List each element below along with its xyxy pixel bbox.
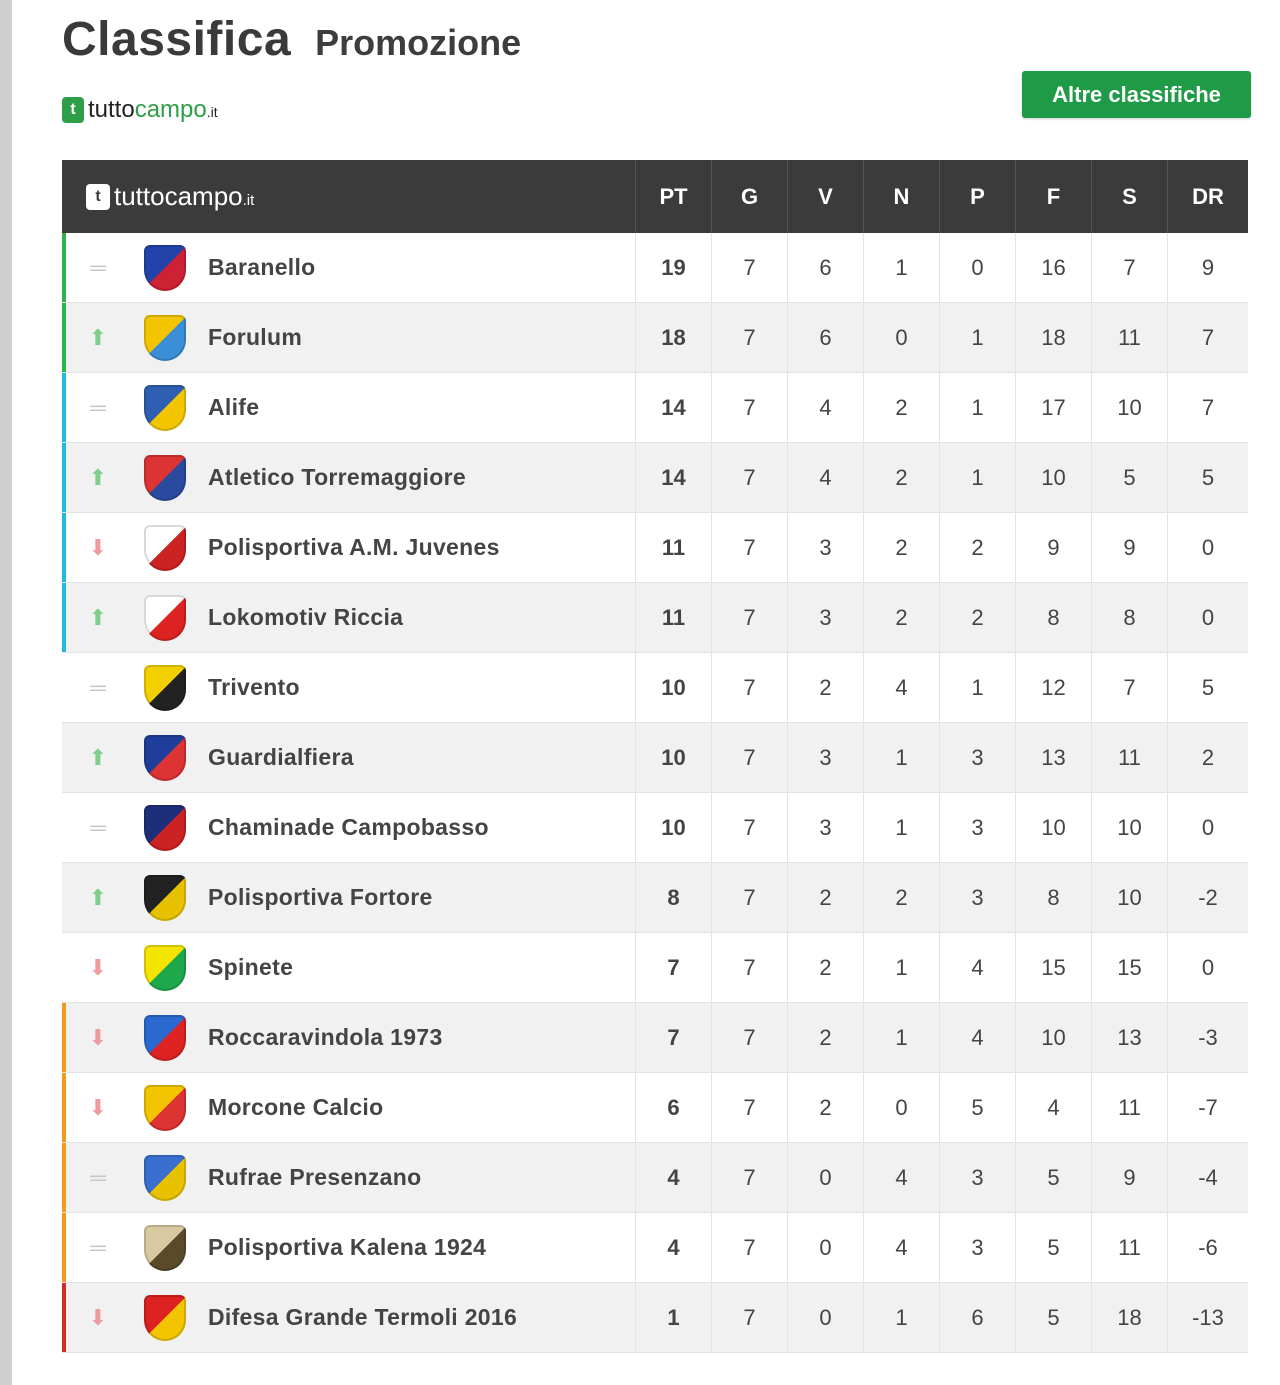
stat-f: 10 [1016,793,1092,862]
stat-s: 8 [1092,583,1168,652]
stat-v: 4 [788,443,864,512]
stat-g: 7 [712,1073,788,1142]
stat-dr: -13 [1192,1304,1224,1330]
stat-n: 2 [864,443,940,512]
stat-f: 15 [1016,933,1092,1002]
team-cell [62,793,636,862]
team-name[interactable]: Rufrae Presenzano [208,1164,422,1190]
stat-n: 0 [864,1073,940,1142]
stat-f: 8 [1016,863,1092,932]
stat-s: 11 [1092,1073,1168,1142]
stat-n: 2 [864,583,940,652]
team-name[interactable]: Forulum [208,324,303,350]
stat-p: 1 [940,443,1016,512]
brand-icon: t [86,184,110,210]
zone-indicator [62,1283,66,1352]
stat-dr: -6 [1198,1234,1218,1260]
arrow-up-icon: ⬆ [88,464,108,490]
stat-p: 0 [940,233,1016,302]
arrow-down-icon: ⬇ [88,954,108,980]
stat-p: 1 [940,653,1016,722]
stat-dr: 7 [1201,324,1215,350]
stat-p: 1 [940,373,1016,442]
stat-s: 13 [1092,1003,1168,1072]
table-row[interactable] [62,653,1248,723]
stat-g: 7 [712,723,788,792]
stat-dr: -2 [1198,884,1218,910]
team-crest-icon [144,735,186,781]
stat-v: 2 [788,933,864,1002]
col-header[interactable]: P [940,160,1016,233]
col-header[interactable]: N [864,160,940,233]
stat-pt: 14 [636,373,712,442]
table-row[interactable] [62,723,1248,793]
stat-dr: -4 [1198,1164,1218,1190]
team-name[interactable]: Difesa Grande Termoli 2016 [208,1304,518,1330]
stat-p: 3 [940,863,1016,932]
table-row[interactable] [62,443,1248,513]
stat-f: 13 [1016,723,1092,792]
table-header [62,160,1248,233]
stat-g: 7 [712,303,788,372]
zone-indicator [62,1213,66,1282]
stat-s: 11 [1092,723,1168,792]
team-cell [62,1213,636,1282]
stat-p: 3 [940,1143,1016,1212]
stat-f: 5 [1016,1213,1092,1282]
team-crest-icon [144,455,186,501]
team-name[interactable]: Spinete [208,954,294,980]
equals-icon: ═ [90,674,106,700]
stat-f: 16 [1016,233,1092,302]
stat-n: 4 [864,653,940,722]
team-cell [62,863,636,932]
team-cell [62,1003,636,1072]
stat-n: 1 [864,1003,940,1072]
altre-classifiche-button[interactable]: Altre classifiche [1022,71,1251,118]
team-crest-icon [144,945,186,991]
stat-p: 2 [940,583,1016,652]
stat-f: 4 [1016,1073,1092,1142]
stat-dr: -7 [1198,1094,1218,1120]
stat-p: 4 [940,933,1016,1002]
stat-g: 7 [712,583,788,652]
arrow-up-icon: ⬆ [88,744,108,770]
arrow-down-icon: ⬇ [88,1304,108,1330]
zone-indicator [62,723,66,792]
col-header[interactable]: V [788,160,864,233]
stat-f: 18 [1016,303,1092,372]
stat-g: 7 [712,373,788,442]
standings-table [62,160,1248,1353]
stat-v: 3 [788,513,864,582]
team-cell [62,933,636,1002]
table-row[interactable] [62,1283,1248,1353]
stat-pt: 14 [636,443,712,512]
team-name[interactable]: Polisportiva A.M. Juvenes [208,534,500,560]
stat-g: 7 [712,1003,788,1072]
left-rail [0,0,12,1385]
stat-pt: 8 [636,863,712,932]
stat-f: 17 [1016,373,1092,442]
stat-n: 4 [864,1213,940,1282]
stat-dr: 7 [1201,394,1215,420]
stat-pt: 19 [636,233,712,302]
stat-f: 5 [1016,1283,1092,1352]
brand-logo[interactable] [62,96,218,124]
team-crest-icon [144,315,186,361]
stat-pt: 7 [636,1003,712,1072]
stat-s: 10 [1092,373,1168,442]
stat-g: 7 [712,443,788,512]
stat-pt: 1 [636,1283,712,1352]
team-cell [62,653,636,722]
stat-s: 11 [1092,303,1168,372]
stat-f: 10 [1016,1003,1092,1072]
stat-s: 9 [1092,513,1168,582]
table-row[interactable] [62,1213,1248,1283]
stat-pt: 10 [636,793,712,862]
stat-dr: 0 [1201,814,1215,840]
team-cell [62,1073,636,1142]
equals-icon: ═ [90,1164,106,1190]
stat-s: 9 [1092,1143,1168,1212]
page-subtitle: Promozione [315,22,522,63]
team-cell [62,233,636,302]
stat-pt: 18 [636,303,712,372]
page-title: Classifica [62,13,292,66]
arrow-up-icon: ⬆ [88,884,108,910]
stat-v: 3 [788,583,864,652]
equals-icon: ═ [90,814,106,840]
team-crest-icon [144,245,186,291]
zone-indicator [62,653,66,722]
team-name[interactable]: Polisportiva Fortore [208,884,433,910]
team-cell [62,303,636,372]
team-crest-icon [144,805,186,851]
team-crest-icon [144,1015,186,1061]
stat-g: 7 [712,1283,788,1352]
stat-p: 2 [940,513,1016,582]
stat-n: 1 [864,793,940,862]
stat-pt: 11 [636,513,712,582]
team-name[interactable]: Lokomotiv Riccia [208,604,404,630]
arrow-up-icon: ⬆ [88,604,108,630]
stat-s: 15 [1092,933,1168,1002]
team-name[interactable]: Baranello [208,254,316,280]
table-row[interactable] [62,303,1248,373]
stat-pt: 6 [636,1073,712,1142]
stat-g: 7 [712,863,788,932]
stat-dr: 0 [1201,534,1215,560]
stat-p: 1 [940,303,1016,372]
team-name[interactable]: Guardialfiera [208,744,354,770]
stat-n: 2 [864,863,940,932]
stat-g: 7 [712,933,788,1002]
stat-p: 5 [940,1073,1016,1142]
table-row[interactable] [62,793,1248,863]
team-name[interactable]: Polisportiva Kalena 1924 [208,1234,487,1260]
stat-g: 7 [712,1213,788,1282]
stat-dr: 5 [1201,464,1215,490]
stat-s: 11 [1092,1213,1168,1282]
arrow-down-icon: ⬇ [88,1024,108,1050]
stat-pt: 4 [636,1143,712,1212]
team-name[interactable]: Alife [208,394,260,420]
zone-indicator [62,1143,66,1212]
table-row[interactable] [62,513,1248,583]
zone-indicator [62,1073,66,1142]
stat-v: 0 [788,1143,864,1212]
stat-f: 9 [1016,513,1092,582]
stat-pt: 4 [636,1213,712,1282]
stat-dr: 0 [1201,604,1215,630]
stat-p: 3 [940,793,1016,862]
team-cell [62,373,636,442]
stat-v: 2 [788,863,864,932]
zone-indicator [62,443,66,512]
team-crest-icon [144,1225,186,1271]
stat-s: 10 [1092,863,1168,932]
stat-n: 1 [864,1283,940,1352]
team-crest-icon [144,875,186,921]
stat-pt: 11 [636,583,712,652]
zone-indicator [62,1003,66,1072]
team-crest-icon [144,665,186,711]
stat-s: 5 [1092,443,1168,512]
stat-p: 3 [940,1213,1016,1282]
stat-f: 10 [1016,443,1092,512]
equals-icon: ═ [90,394,106,420]
stat-f: 5 [1016,1143,1092,1212]
table-row[interactable] [62,373,1248,443]
stat-f: 12 [1016,653,1092,722]
team-crest-icon [144,385,186,431]
stat-p: 4 [940,1003,1016,1072]
col-header[interactable]: DR [1192,183,1224,209]
stat-dr: 2 [1201,744,1215,770]
team-name[interactable]: Chaminade Campobasso [208,814,489,840]
arrow-down-icon: ⬇ [88,1094,108,1120]
table-row[interactable] [62,1073,1248,1143]
team-cell [62,583,636,652]
team-crest-icon [144,525,186,571]
team-name[interactable]: Atletico Torremaggiore [208,464,466,490]
stat-dr: 0 [1201,954,1215,980]
col-header[interactable]: F [1016,160,1092,233]
zone-indicator [62,793,66,862]
stat-s: 10 [1092,793,1168,862]
stat-dr: 9 [1201,254,1215,280]
team-name[interactable]: Roccaravindola 1973 [208,1024,443,1050]
stat-g: 7 [712,793,788,862]
team-cell [62,513,636,582]
stat-n: 0 [864,303,940,372]
stat-g: 7 [712,653,788,722]
team-cell [62,1143,636,1212]
stat-v: 2 [788,653,864,722]
table-body [62,233,1248,1353]
zone-indicator [62,863,66,932]
col-header[interactable]: PT [636,160,712,233]
equals-icon: ═ [90,1234,106,1260]
stat-s: 7 [1092,653,1168,722]
stat-v: 3 [788,723,864,792]
stat-v: 4 [788,373,864,442]
arrow-down-icon: ⬇ [88,534,108,560]
stat-dr: 5 [1201,674,1215,700]
stat-n: 1 [864,933,940,1002]
stat-v: 2 [788,1073,864,1142]
stat-s: 18 [1092,1283,1168,1352]
stat-f: 8 [1016,583,1092,652]
zone-indicator [62,303,66,372]
brand-text: tuttocampo.it [88,96,218,123]
table-row[interactable] [62,583,1248,653]
stat-v: 3 [788,793,864,862]
stat-p: 3 [940,723,1016,792]
stat-v: 2 [788,1003,864,1072]
team-crest-icon [144,1085,186,1131]
brand-icon: t [62,97,84,123]
stat-g: 7 [712,233,788,302]
stat-pt: 10 [636,653,712,722]
stat-g: 7 [712,513,788,582]
stat-v: 0 [788,1213,864,1282]
table-row[interactable] [62,863,1248,933]
table-row[interactable] [62,233,1248,303]
table-header-brand [62,160,636,233]
brand-text: tuttocampo.it [114,181,255,211]
zone-indicator [62,583,66,652]
team-crest-icon [144,1155,186,1201]
stat-dr: -3 [1198,1024,1218,1050]
zone-indicator [62,933,66,1002]
stat-v: 6 [788,303,864,372]
team-cell [62,1283,636,1352]
stat-n: 2 [864,513,940,582]
team-cell [62,723,636,792]
team-cell [62,443,636,512]
col-header[interactable]: S [1092,160,1168,233]
arrow-up-icon: ⬆ [88,324,108,350]
table-row[interactable] [62,933,1248,1003]
stat-s: 7 [1092,233,1168,302]
stat-p: 6 [940,1283,1016,1352]
zone-indicator [62,373,66,442]
team-name[interactable]: Morcone Calcio [208,1094,384,1120]
zone-indicator [62,233,66,302]
zone-indicator [62,513,66,582]
stat-v: 6 [788,233,864,302]
stat-n: 2 [864,373,940,442]
stat-n: 1 [864,233,940,302]
team-crest-icon [144,1295,186,1341]
team-name[interactable]: Trivento [208,674,300,700]
stat-n: 1 [864,723,940,792]
team-crest-icon [144,595,186,641]
table-row[interactable] [62,1003,1248,1073]
col-header[interactable]: G [712,160,788,233]
equals-icon: ═ [90,254,106,280]
table-row[interactable] [62,1143,1248,1213]
stat-pt: 7 [636,933,712,1002]
stat-v: 0 [788,1283,864,1352]
stat-g: 7 [712,1143,788,1212]
stat-pt: 10 [636,723,712,792]
stat-n: 4 [864,1143,940,1212]
page-title-block [62,12,521,67]
